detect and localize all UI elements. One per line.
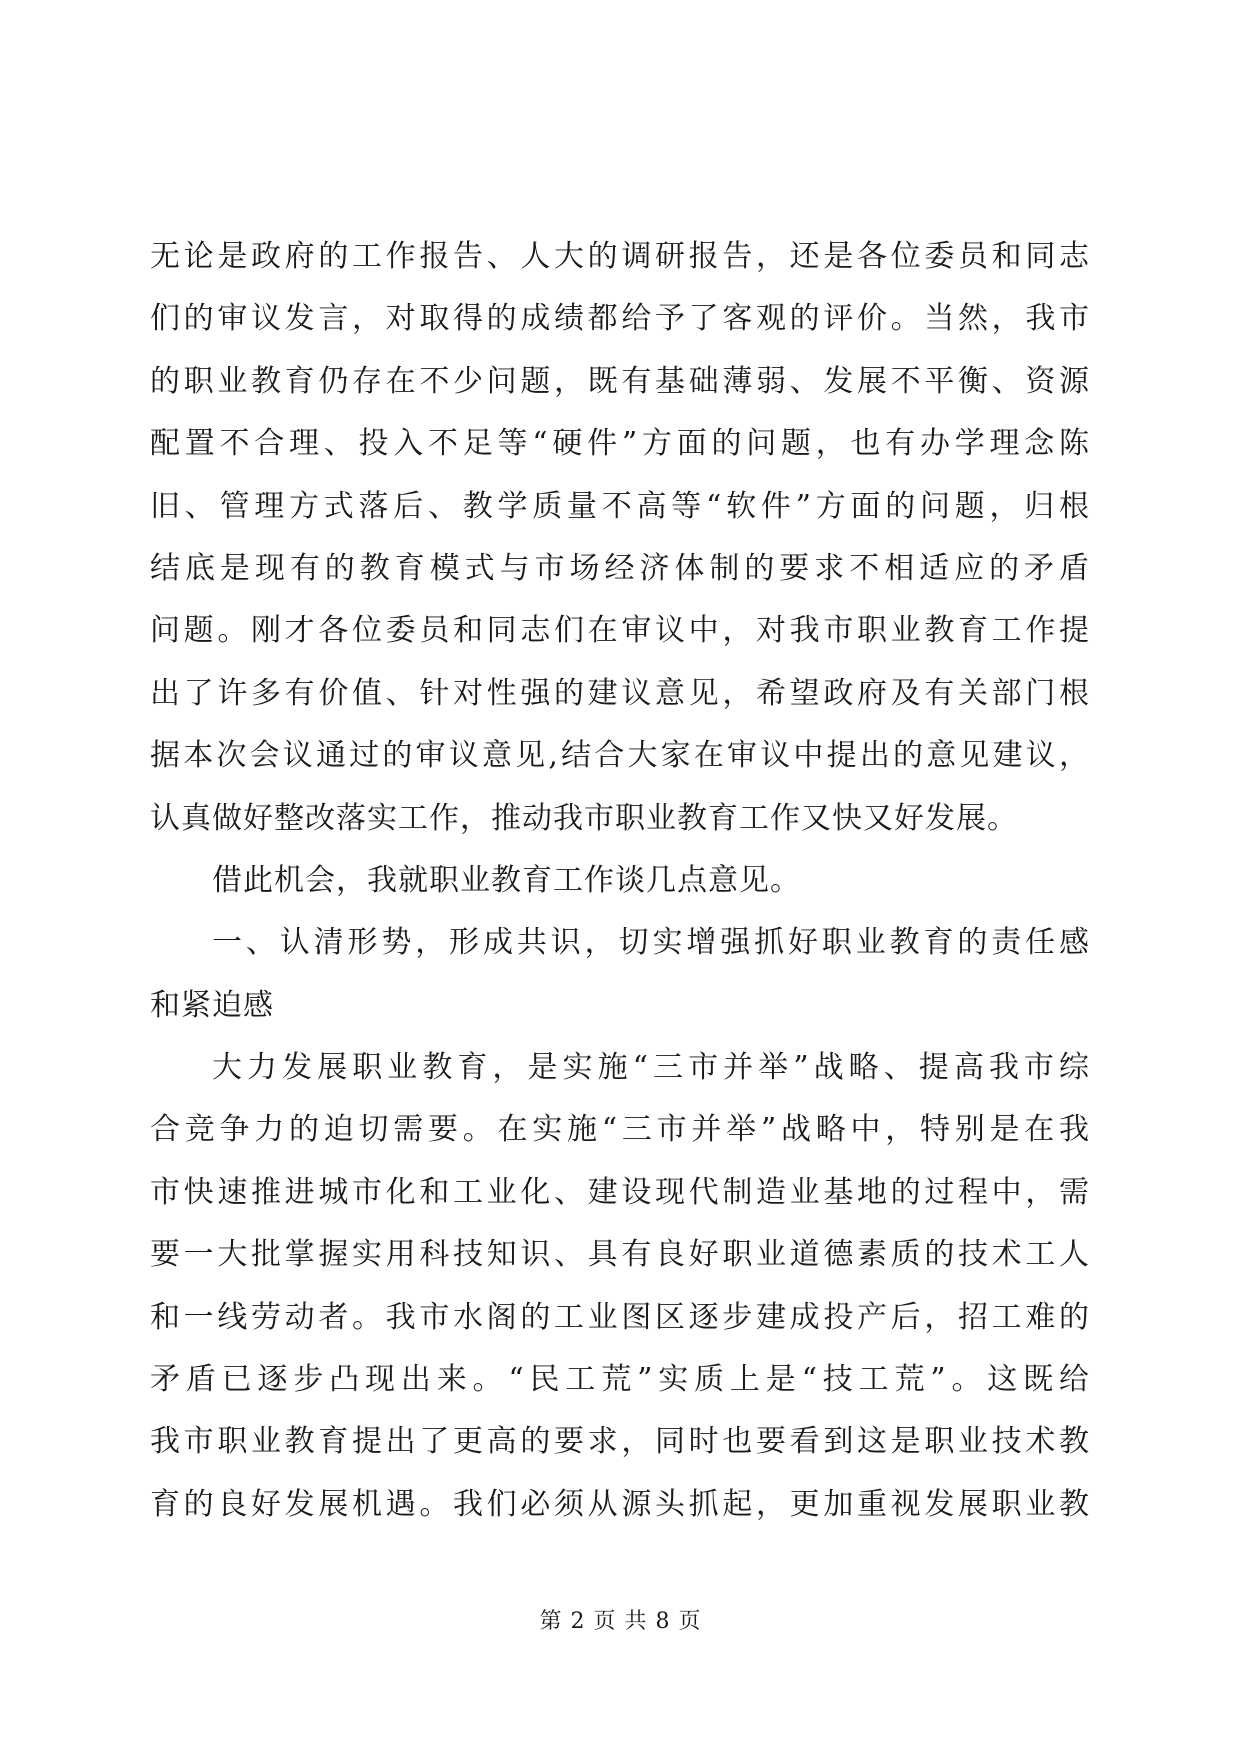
text-line: 要一大批掌握实用科技知识、具有良好职业道德素质的技术工人 [150,1237,1090,1273]
text-line: 矛盾已逐步凸现出来。“民工荒”实质上是“技工荒”。这既给 [150,1362,1090,1398]
text-line: 市快速推进城市化和工业化、建设现代制造业基地的过程中，需 [150,1174,1090,1210]
text-line: 合竞争力的迫切需要。在实施“三市并举”战略中，特别是在我 [150,1112,1090,1148]
paragraph-start: 借此机会，我就职业教育工作谈几点意见。 [212,862,801,898]
text-line: 问题。刚才各位委员和同志们在审议中，对我市职业教育工作提 [150,613,1090,649]
text-line: 无论是政府的工作报告、人大的调研报告，还是各位委员和同志 [150,239,1090,274]
text-line: 据本次会议通过的审议意见,结合大家在审议中提出的意见建议， [150,738,1090,774]
text-line: 育的良好发展机遇。我们必须从源头抓起，更加重视发展职业教 [150,1486,1090,1522]
text-line: 我市职业教育提出了更高的要求，同时也要看到这是职业技术教 [150,1424,1090,1460]
text-line: 认真做好整改落实工作，推动我市职业教育工作又快又好发展。 [150,800,1018,836]
text-line: 和一线劳动者。我市水阁的工业图区逐步建成投产后，招工难的 [150,1299,1090,1335]
paragraph-start: 大力发展职业教育，是实施“三市并举”战略、提高我市综 [212,1050,1090,1086]
page-footer: 第 2 页 共 8 页 [539,1609,702,1634]
section-heading: 一、认清形势，形成共识，切实增强抓好职业教育的责任感 [212,925,1090,961]
text-line: 的职业教育仍存在不少问题，既有基础薄弱、发展不平衡、资源 [150,363,1090,399]
text-line: 结底是现有的教育模式与市场经济体制的要求不相适应的矛盾 [150,550,1090,586]
body-text [150,226,1090,1536]
text-line: 出了许多有价值、针对性强的建议意见，希望政府及有关部门根 [150,675,1090,711]
text-line: 配置不合理、投入不足等“硬件”方面的问题，也有办学理念陈 [150,426,1090,462]
text-line: 旧、管理方式落后、教学质量不高等“软件”方面的问题，归根 [150,488,1090,524]
text-line: 们的审议发言，对取得的成绩都给予了客观的评价。当然，我市 [150,301,1090,337]
section-heading-cont: 和紧迫感 [150,987,274,1023]
